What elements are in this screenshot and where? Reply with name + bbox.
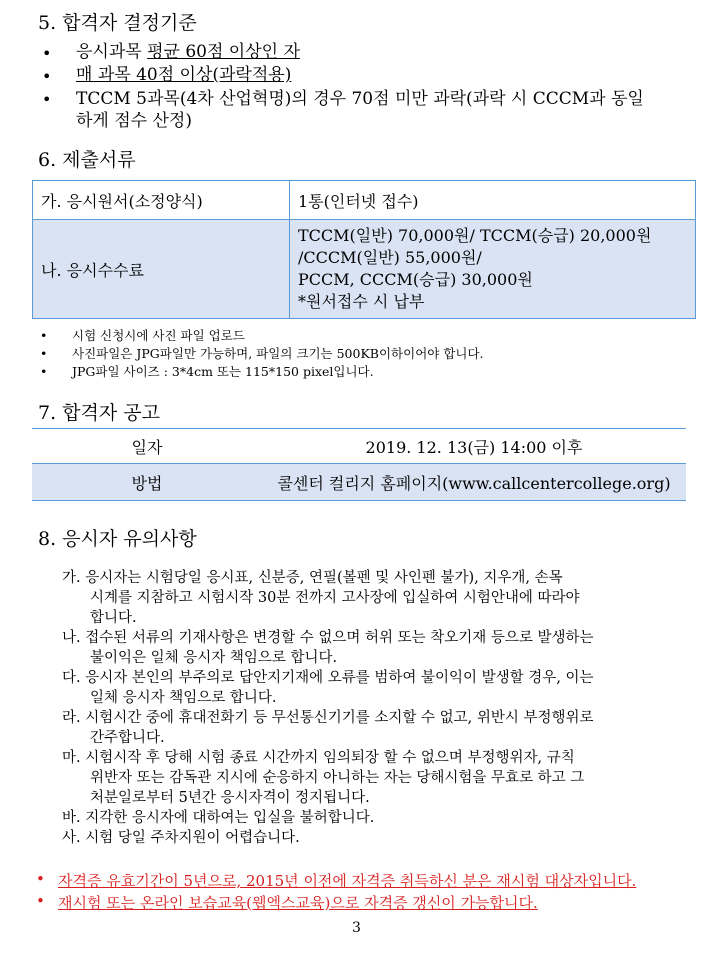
- bullet-dot: •: [36, 892, 45, 910]
- red-notice: 재시험 또는 온라인 보습교육(웹엑스교육)으로 자격증 갱신이 가능합니다.: [58, 894, 538, 912]
- notice-line: 합니다.: [90, 610, 137, 626]
- bullet-dot: •: [42, 90, 52, 109]
- criteria-min-score: 매 과목 40점 이상(과락적용): [76, 65, 292, 85]
- bullet-dot: •: [40, 346, 48, 361]
- table-row: [32, 429, 686, 464]
- notice-line: 다. 응시자 본인의 부주의로 답안지기재에 오류를 범하여 불이익이 발생할 경우, 이는: [62, 670, 594, 686]
- notice-line: 바. 지각한 응시자에 대하여는 입실을 불허합니다.: [62, 810, 375, 826]
- notice-line: 간주합니다.: [90, 730, 165, 746]
- fee-line: /CCCM(일반) 55,000원/: [298, 248, 482, 267]
- announce-label: 일자: [32, 429, 262, 464]
- notice-line: 처분일로부터 5년간 응시자격이 정지됩니다.: [90, 790, 370, 806]
- bullet-dot: •: [40, 328, 48, 343]
- red-notice: 자격증 유효기간이 5년으로, 2015년 이전에 자격증 취득하신 분은 재시험 대상자입니다.: [58, 872, 637, 890]
- fee-value: [290, 220, 696, 319]
- notice-line: 불이익은 일체 응시자 책임으로 합니다.: [90, 650, 338, 666]
- bullet-dot: •: [36, 870, 45, 888]
- notice-line: 가. 응시자는 시험당일 응시표, 신분증, 연필(볼펜 및 사인펜 불가), 지우개, 손목: [62, 570, 563, 586]
- bullet-dot: •: [42, 44, 52, 63]
- page-number: 3: [352, 920, 361, 936]
- notice-line: 라. 시험시간 중에 휴대전화기 등 무선통신기기를 소지할 수 없고, 위반시 부정행위로: [62, 710, 594, 726]
- table-row: [33, 181, 696, 220]
- note-item: 사진파일은 JPG파일만 가능하며, 파일의 크기는 500KB이하이어야 합니다.: [72, 346, 484, 361]
- section6-title: 6. 제출서류: [38, 149, 136, 171]
- notice-line: 일체 응시자 책임으로 합니다.: [90, 690, 277, 706]
- note-item: 시험 신청시에 사진 파일 업로드: [72, 328, 245, 343]
- note-item: JPG파일 사이즈 : 3*4cm 또는 115*150 pixel입니다.: [72, 364, 374, 379]
- announcement-table: [32, 428, 686, 501]
- criteria-tccm-line1: TCCM 5과목(4차 산업혁명)의 경우 70점 미만 과락(과락 시 CCCM과 동일: [76, 89, 644, 109]
- section8-title: 8. 응시자 유의사항: [38, 528, 197, 550]
- fee-line: PCCM, CCCM(승급) 30,000원: [298, 270, 533, 289]
- notice-line: 사. 시험 당일 주차지원이 어렵습니다.: [62, 830, 300, 846]
- notice-line: 나. 접수된 서류의 기재사항은 변경할 수 없으며 허위 또는 착오기재 등으로 발생하는: [62, 630, 594, 646]
- fee-line: TCCM(일반) 70,000원/ TCCM(승급) 20,000원: [298, 226, 652, 245]
- notice-line: 시계를 지참하고 시험시작 30분 전까지 고사장에 입실하여 시험안내에 따라야: [90, 590, 580, 606]
- notice-line: 마. 시험시작 후 당해 시험 종료 시간까지 임의퇴장 할 수 없으며 부정행위자, 규칙: [62, 750, 575, 766]
- section7-title: 7. 합격자 공고: [38, 402, 160, 424]
- announce-value: 2019. 12. 13(금) 14:00 이후: [262, 429, 686, 464]
- bullet-dot: •: [42, 67, 52, 86]
- bullet-dot: •: [40, 364, 48, 379]
- criteria-tccm-line2: 하게 점수 산정): [76, 111, 192, 131]
- table-row: [33, 220, 696, 319]
- fee-label: 나. 응시수수료: [33, 220, 290, 319]
- doc-value: 1통(인터넷 접수): [290, 181, 696, 220]
- notice-line: 위반자 또는 감독관 지시에 순응하지 아니하는 자는 당해시험을 무효로 하고 그: [90, 770, 585, 786]
- doc-label: 가. 응시원서(소정양식): [33, 181, 290, 220]
- fee-line: *원서접수 시 납부: [298, 292, 425, 311]
- table-row: [32, 464, 686, 501]
- documents-table: [32, 180, 696, 319]
- announce-value: 콜센터 컬리지 홈페이지(www.callcentercollege.org): [262, 464, 686, 501]
- section5-title: 5. 합격자 결정기준: [38, 12, 197, 34]
- criteria-average: 응시과목 평균 60점 이상인 자: [76, 42, 300, 62]
- announce-label: 방법: [32, 464, 262, 501]
